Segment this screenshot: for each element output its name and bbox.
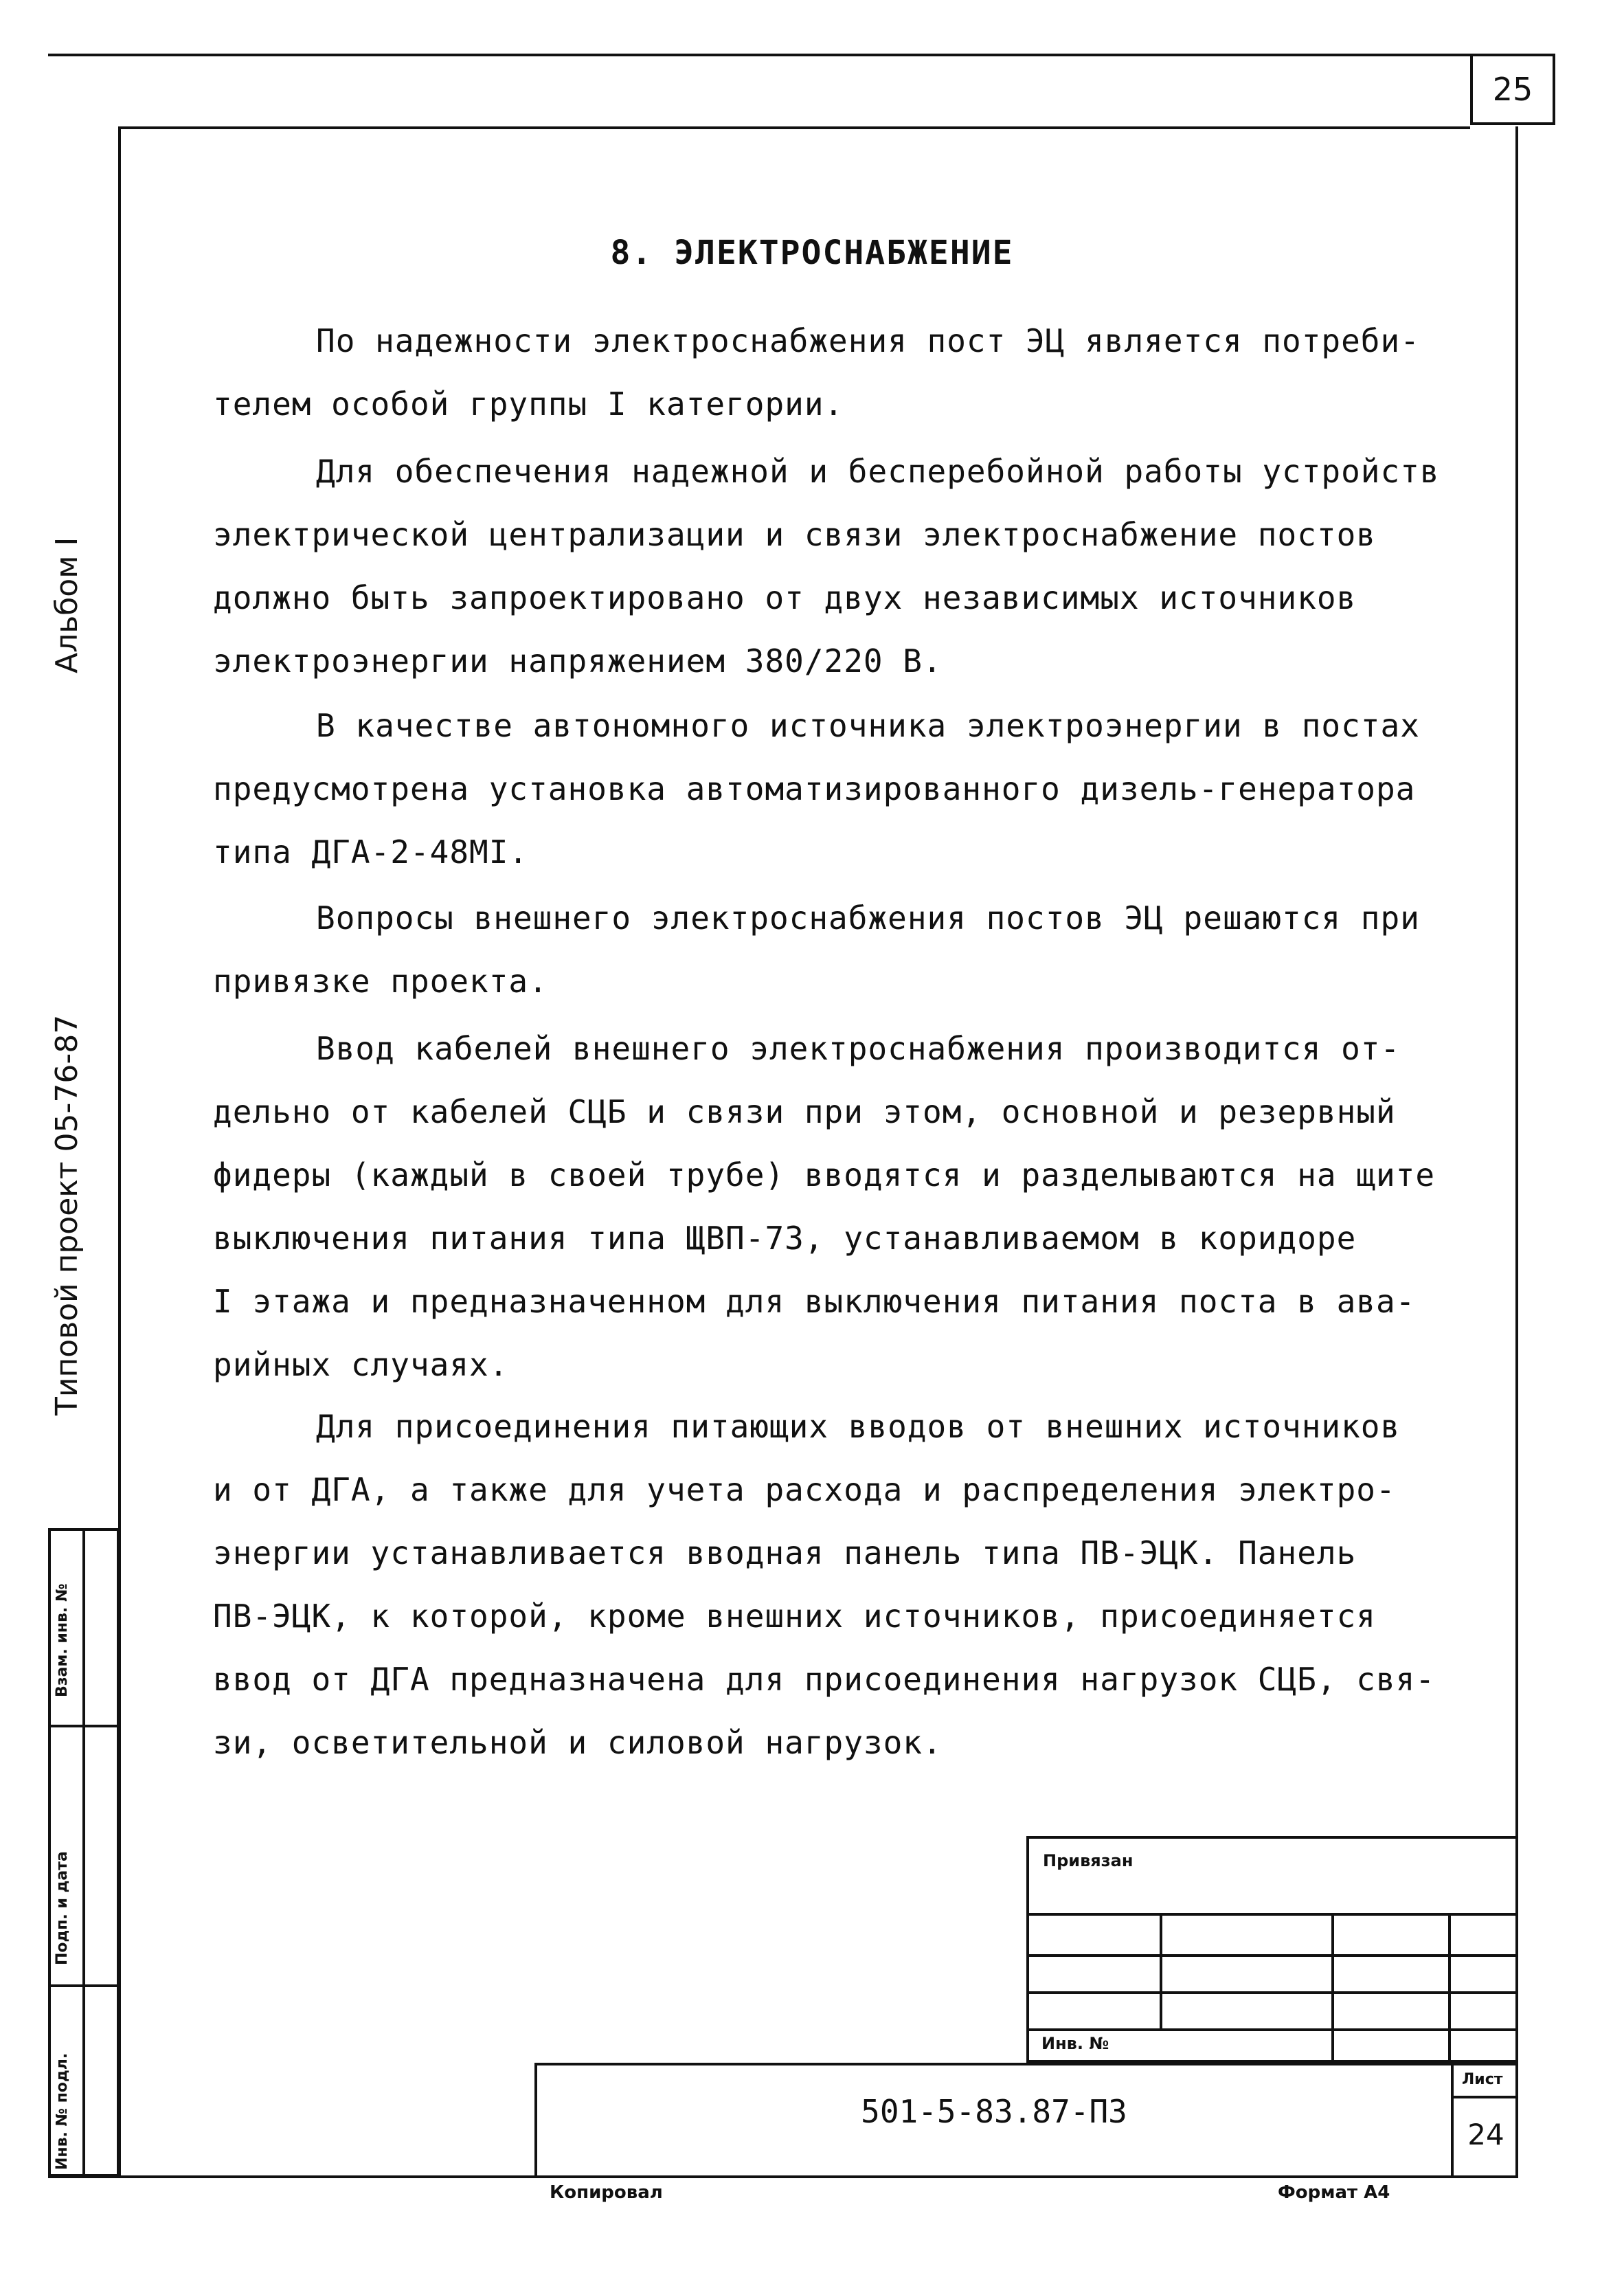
text-line: электроэнергии напряжением 380/220 В. [213, 642, 943, 680]
text-line: телем особой группы I категории. [213, 385, 844, 423]
text-line: По надежности электроснабжения пост ЭЦ является потреби- [316, 322, 1420, 359]
album-label: Альбом I [49, 537, 84, 673]
text-line: должно быть запроектировано от двух независимых источников [213, 579, 1357, 616]
text-line: выключения питания типа ЩВП-73, устанавливаемом в коридоре [213, 1220, 1357, 1257]
text-line: зи, осветительной и силовой нагрузок. [213, 1724, 943, 1761]
paragraph-6 [213, 1395, 1450, 1774]
page-number: 25 [1492, 71, 1533, 108]
text-line: и от ДГА, а также для учета расхода и распределения электро- [213, 1471, 1396, 1508]
format-label: Формат А4 [1278, 2182, 1390, 2203]
text-line: предусмотрена установка автоматизированного дизель-генератора [213, 770, 1416, 807]
text-line: привязке проекта. [213, 963, 548, 1000]
project-label: Типовой проект 05-76-87 [49, 1014, 84, 1415]
stamp-field-podp: Подп. и дата [54, 1851, 71, 1965]
document-code: 501-5-83.87-ПЗ [861, 2093, 1127, 2130]
paragraph-3 [213, 694, 1450, 884]
inv-label: Инв. № [1041, 2034, 1109, 2053]
paragraph-4 [213, 886, 1450, 1013]
stamp-field-inv: Инв. № подл. [54, 2052, 71, 2170]
text-line: типа ДГА-2-48МI. [213, 833, 529, 871]
text-line: энергии устанавливается вводная панель типа ПВ-ЭЦК. Панель [213, 1534, 1357, 1571]
page-number-box [1470, 54, 1555, 125]
paragraph-5 [213, 1017, 1450, 1396]
text-line: фидеры (каждый в своей трубе) вводятся и разделываются на щите [213, 1156, 1436, 1194]
text-line: Для присоединения питающих вводов от внешних источников [316, 1408, 1401, 1445]
top-border-line [48, 54, 1470, 56]
text-line: дельно от кабелей СЦБ и связи при этом, основной и резервный [213, 1093, 1396, 1130]
text-line: Вопросы внешнего электроснабжения постов ЭЦ решаются при [316, 899, 1420, 937]
privyazan-table [1026, 1836, 1518, 2063]
text-line: Ввод кабелей внешнего электроснабжения производится от- [316, 1030, 1401, 1067]
paragraph-2 [213, 440, 1450, 693]
sheet-label: Лист [1462, 2071, 1503, 2088]
text-line: электрической централизации и связи электроснабжение постов [213, 516, 1376, 553]
stamp-field-vzam: Взам. инв. № [54, 1583, 71, 1697]
privyazan-label: Привязан [1043, 1851, 1134, 1870]
text-line: Для обеспечения надежной и бесперебойной работы устройств [316, 453, 1440, 490]
copied-label: Копировал [550, 2182, 663, 2203]
document-code-block [534, 2063, 1518, 2178]
sheet-number: 24 [1467, 2118, 1504, 2151]
text-line: ПВ-ЭЦК, к которой, кроме внешних источников, присоединяется [213, 1598, 1376, 1635]
text-line: I этажа и предназначенном для выключения питания поста в ава- [213, 1283, 1416, 1320]
frame-top-line [120, 126, 1470, 129]
text-line: ввод от ДГА предназначена для присоединения нагрузок СЦБ, свя- [213, 1661, 1436, 1698]
text-line: В качестве автономного источника электроэнергии в постах [316, 707, 1420, 744]
paragraph-1 [213, 309, 1450, 436]
section-title: 8. ЭЛЕКТРОСНАБЖЕНИЕ [610, 234, 1014, 272]
text-line: рийных случаях. [213, 1346, 509, 1383]
